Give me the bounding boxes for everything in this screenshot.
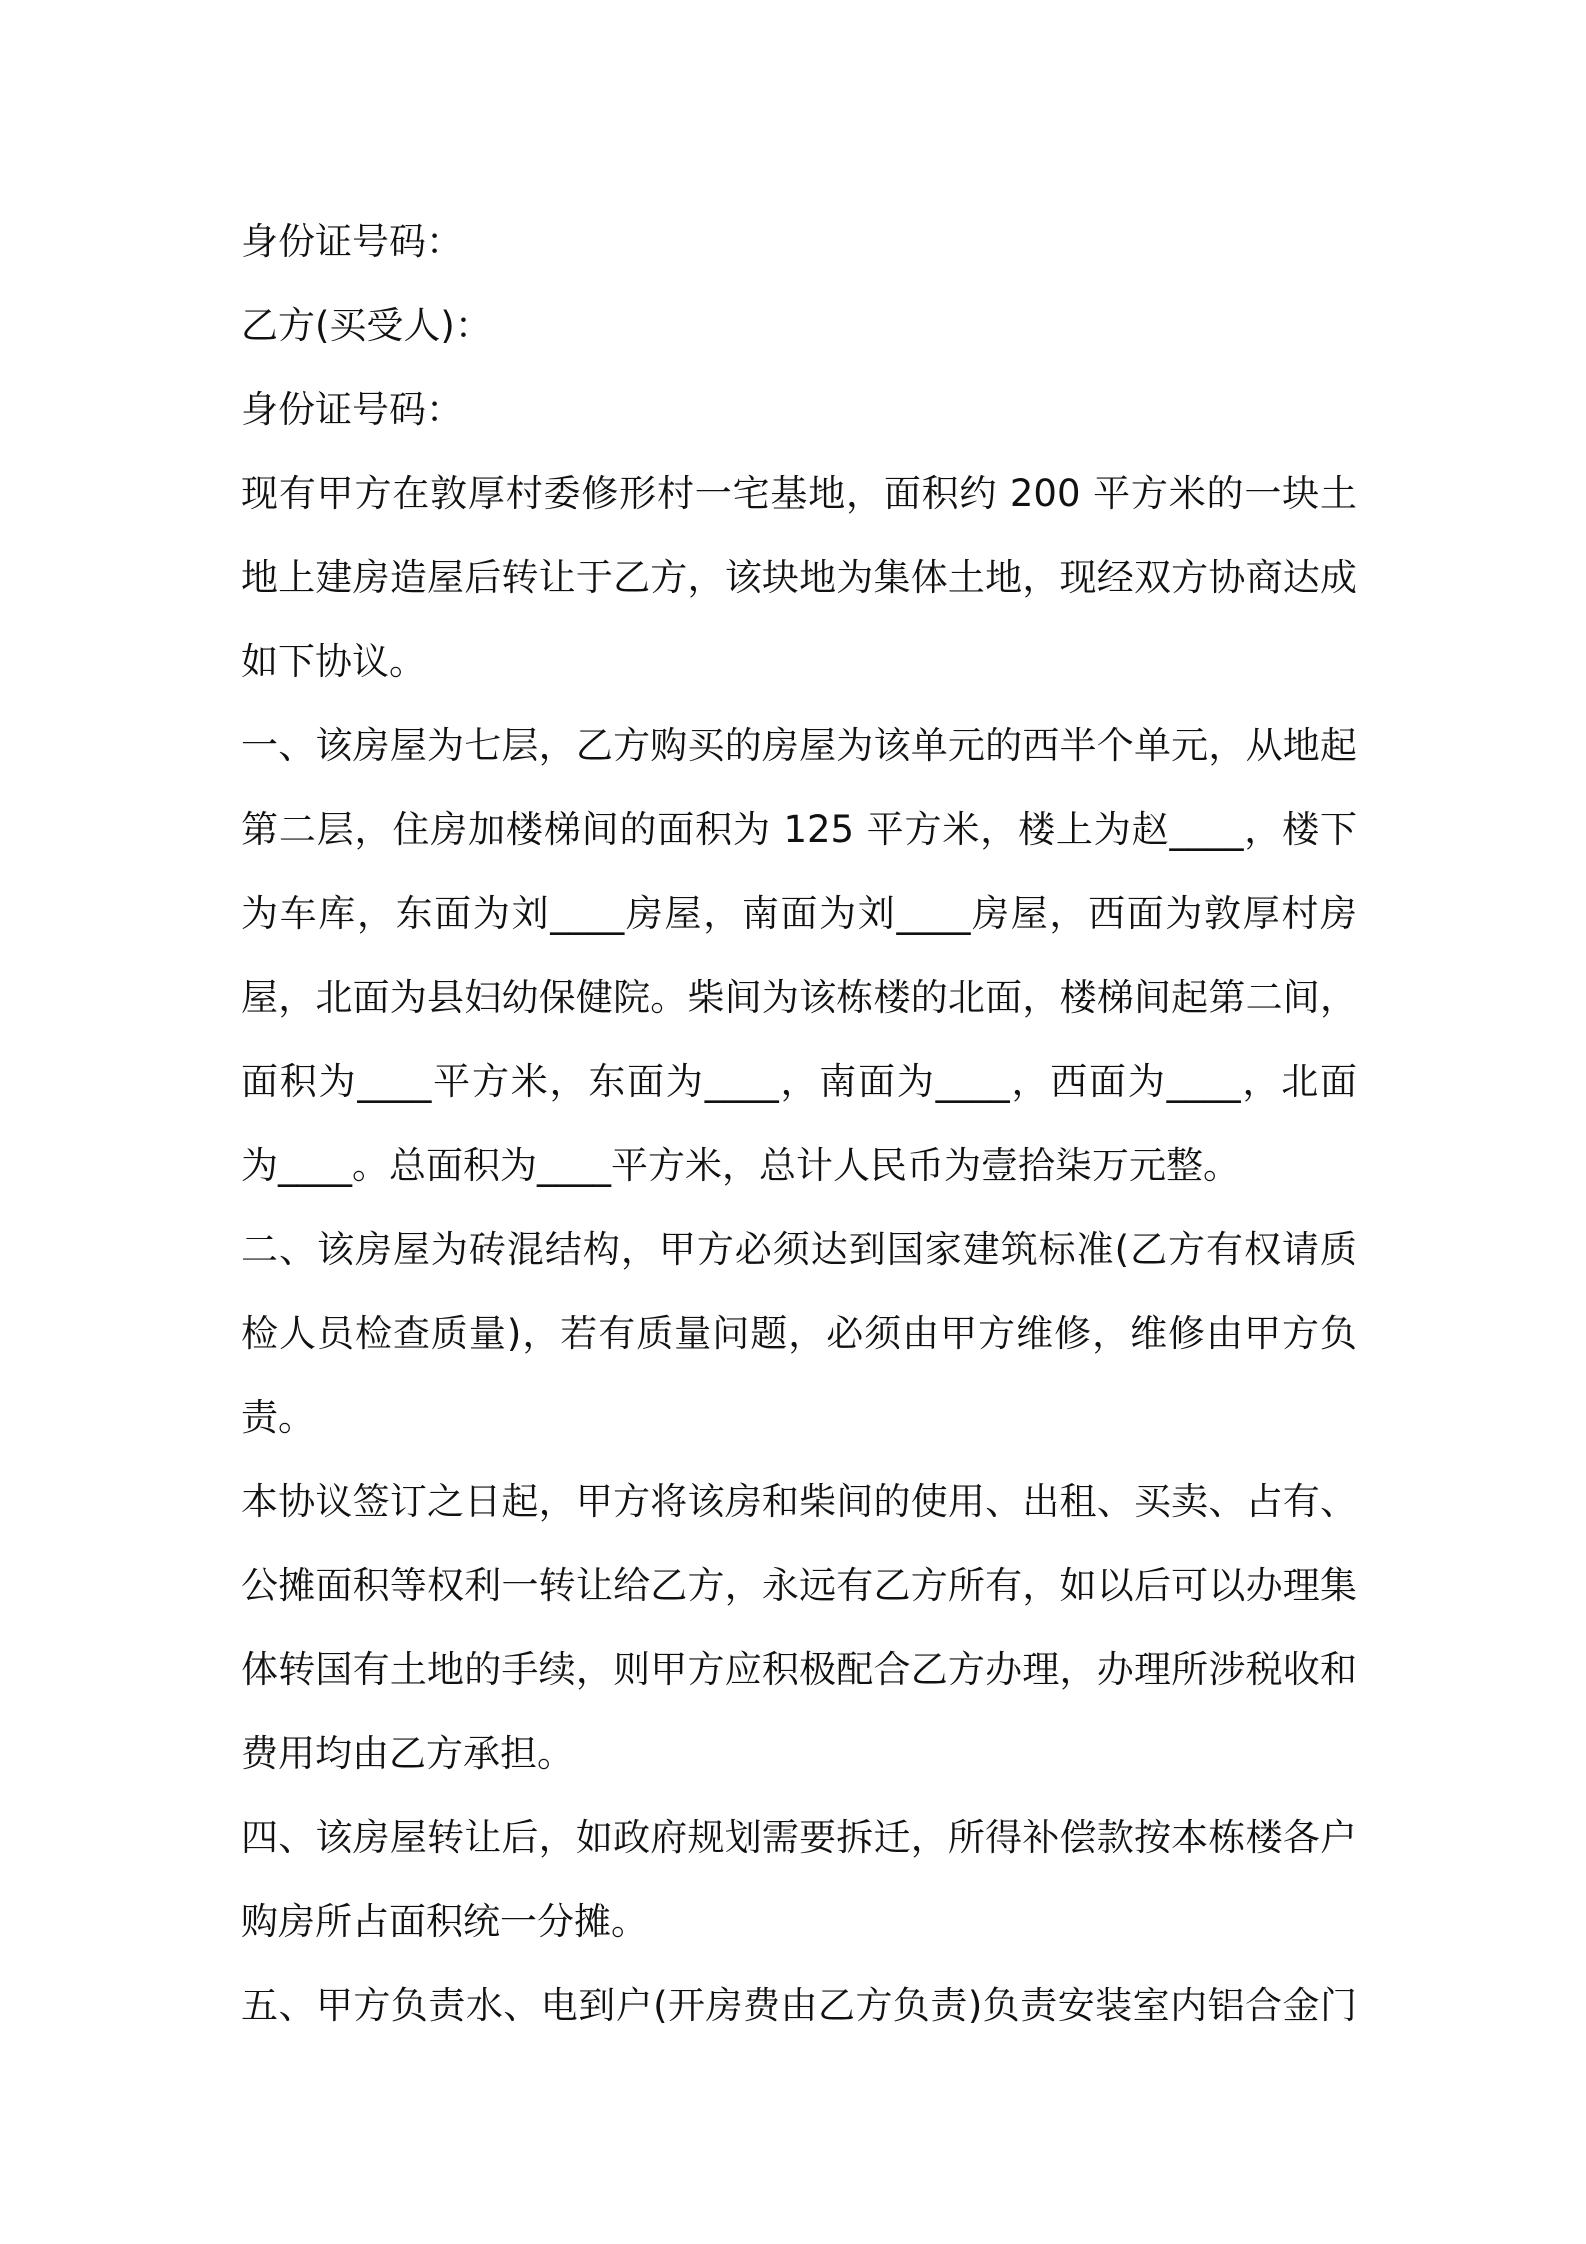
text-line: 购房所占面积统一分摊。 [241,1900,648,1943]
text-line: 现有甲方在敦厚村委修形村一宅基地，面积约 200 平方米的一块土 [241,472,1357,515]
text-line: 检人员检查质量)，若有质量问题，必须由甲方维修，维修由甲方负 [241,1312,1357,1355]
text-line: 体转国有土地的手续，则甲方应积极配合乙方办理，办理所涉税收和 [241,1648,1357,1691]
text-line: 身份证号码： [241,220,463,263]
text-line: 四、该房屋转让后，如政府规划需要拆迁，所得补偿款按本栋楼各户 [241,1816,1357,1859]
text-line: 乙方(买受人)： [241,304,492,347]
text-line: 一、该房屋为七层，乙方购买的房屋为该单元的西半个单元，从地起 [241,724,1357,767]
text-line: 本协议签订之日起，甲方将该房和柴间的使用、出租、买卖、占有、 [241,1480,1357,1523]
document-body [241,200,1357,2048]
text-line: 面积为____平方米，东面为____，南面为____，西面为____，北面 [241,1060,1357,1103]
text-line: 五、甲方负责水、电到户(开房费由乙方负责)负责安装室内铝合金门 [241,1984,1357,2027]
text-line: 身份证号码： [241,388,463,431]
text-line: 为车库，东面为刘____房屋，南面为刘____房屋，西面为敦厚村房 [241,892,1357,935]
text-line: 费用均由乙方承担。 [241,1732,574,1775]
text-line: 公摊面积等权利一转让给乙方，永远有乙方所有，如以后可以办理集 [241,1564,1357,1607]
text-line: 地上建房造屋后转让于乙方，该块地为集体土地，现经双方协商达成 [241,556,1357,599]
text-line: 责。 [241,1396,315,1439]
text-line: 为____。总面积为____平方米，总计人民币为壹拾柒万元整。 [241,1144,1240,1187]
text-line: 第二层，住房加楼梯间的面积为 125 平方米，楼上为赵____，楼下 [241,808,1357,851]
text-line: 屋，北面为县妇幼保健院。柴间为该栋楼的北面，楼梯间起第二间， [241,976,1357,1019]
text-line: 二、该房屋为砖混结构，甲方必须达到国家建筑标准(乙方有权请质 [241,1228,1357,1271]
text-line: 如下协议。 [241,640,426,683]
